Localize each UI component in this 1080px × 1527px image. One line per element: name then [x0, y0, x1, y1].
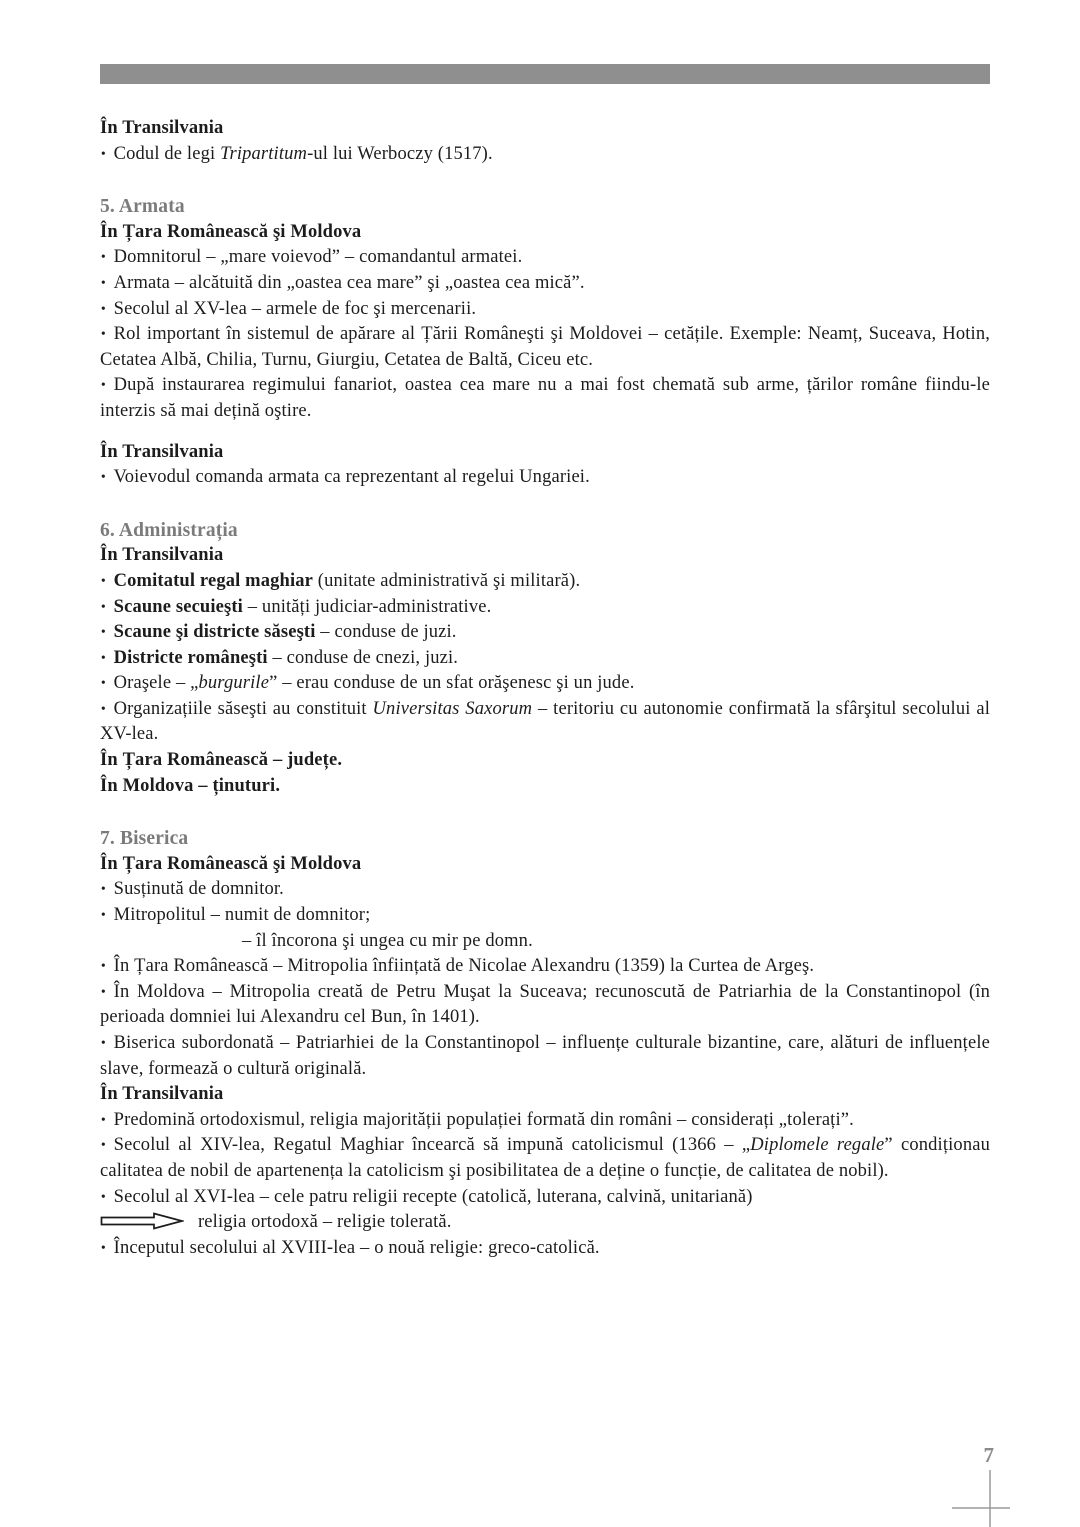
text-line [100, 1108, 990, 1134]
text-segment: Începutul secolului al XVIII-lea – o nouă religie: greco-catolică. [113, 1237, 600, 1258]
text-segment: Organizațiile săseşti au constituit [113, 698, 373, 719]
text-segment: Predomină ortodoxismul, religia majorității populației formată din români – considerați „tolerați”. [113, 1109, 854, 1130]
bullet-marker: • [100, 675, 106, 691]
text-line [100, 774, 990, 800]
bullet-marker: • [100, 958, 106, 974]
text-segment: 6. Administrația [100, 519, 238, 541]
text-segment: Secolul al XVI-lea – cele patru religii recepte (catolică, luterana, calvină, unitariană) [113, 1186, 753, 1207]
text-segment: În Transilvania [100, 441, 224, 462]
text-segment: După instaurarea regimului fanariot, oastea cea mare nu a mai fost chemată sub arme, țărilor române fiindu-le interzis să mai dețină oştire. [100, 375, 990, 421]
bullet-marker: • [100, 275, 106, 291]
text-line [100, 595, 990, 621]
bullet-marker: • [100, 984, 106, 1000]
text-segment: Scaune şi districte săseşti [113, 622, 316, 643]
section-heading [100, 518, 990, 544]
text-line [100, 297, 990, 323]
text-line [100, 1236, 990, 1262]
text-line [100, 620, 990, 646]
arrow-right-icon [100, 1212, 184, 1230]
bullet-marker: • [100, 250, 106, 266]
text-line [100, 980, 990, 1031]
text-line [100, 245, 990, 271]
document-body [100, 116, 990, 1261]
bullet-marker: • [100, 701, 106, 717]
text-segment: Domnitorul – „mare voievod” – comandantul armatei. [113, 247, 523, 268]
text-segment: Tripartitum [220, 143, 308, 164]
text-segment: religia ortodoxă – religie tolerată. [198, 1212, 452, 1233]
text-segment: – teritoriu cu autonomie confirmată la sfârşitul secolului al XV-lea. [100, 698, 991, 745]
text-segment: În Moldova – Mitropolia creată de Petru Muşat la Suceava; recunoscută de Patriarhia de la Constantinopol (în perioada domniei lui Alexandru cel Bun, în 1401). [100, 981, 990, 1028]
text-line [100, 1185, 990, 1211]
text-line [100, 569, 990, 595]
text-segment: Voievodul comanda armata ca reprezentant al regelui Ungariei. [113, 467, 590, 488]
text-segment: În Transilvania [100, 545, 224, 566]
bullet-marker: • [100, 624, 106, 640]
text-segment: Districte româneşti [113, 647, 268, 668]
text-segment: 7. Biserica [100, 828, 189, 850]
text-segment: Universitas Saxorum [372, 698, 533, 719]
text-line [100, 142, 990, 168]
text-segment: Codul de legi [113, 143, 221, 164]
text-segment: Rol important în sistemul de apărare al Țării Româneşti şi Moldovei – cetățile. Exemple: Neamț, Suceava, Hotin, Cetatea Albă, Chilia, Turnu, Giurgiu, Cetatea de Baltă, Ciceu etc. [100, 324, 990, 370]
text-segment: Oraşele – „ [113, 673, 199, 694]
text-line [100, 877, 990, 903]
bullet-marker: • [100, 146, 106, 162]
text-segment: Biserica subordonată – Patriarhiei de la Constantinopol – influențe culturale bizantine, care, alături de influențele slave, formează o cultură originală. [100, 1033, 990, 1079]
crop-mark-icon [952, 1470, 1010, 1527]
text-segment: 5. Armata [100, 196, 185, 218]
text-line [100, 1133, 990, 1184]
text-line [100, 543, 990, 569]
bullet-marker: • [100, 1189, 106, 1205]
bullet-marker: • [100, 599, 106, 615]
text-line [100, 671, 990, 697]
bullet-marker: • [100, 573, 106, 589]
text-segment: În Țara Românească şi Moldova [100, 853, 362, 874]
text-segment: În Țara Românească – Mitropolia înființată de Nicolae Alexandru (1359) la Curtea de Argeş. [113, 956, 815, 977]
text-line [100, 373, 990, 424]
text-line [100, 440, 990, 466]
text-segment: Comitatul regal maghiar [113, 570, 314, 591]
text-segment: – conduse de juzi. [315, 622, 457, 643]
bullet-marker: • [100, 1035, 106, 1051]
text-segment: În Țara Românească şi Moldova [100, 221, 362, 242]
bullet-marker: • [100, 301, 106, 317]
text-segment: În Transilvania [100, 118, 224, 138]
section-heading [100, 826, 990, 852]
text-segment: – îl încorona şi ungea cu mir pe domn. [242, 930, 533, 951]
text-segment: Scaune secuieşti [113, 596, 243, 617]
text-line [100, 220, 990, 246]
text-line [100, 748, 990, 774]
text-line [100, 1210, 990, 1236]
text-line [100, 697, 990, 748]
header-bar [100, 64, 990, 84]
text-segment: Susținută de domnitor. [113, 879, 284, 900]
text-segment: Diplomele regale [750, 1135, 885, 1156]
text-segment: -ul lui Werboczy (1517). [307, 143, 493, 164]
text-line [100, 646, 990, 672]
text-line [100, 465, 990, 491]
text-segment: Armata – alcătuită din „oastea cea mare” şi „oastea cea mică”. [113, 272, 585, 293]
bullet-marker: • [100, 650, 106, 666]
text-segment: În Moldova – ținuturi. [100, 775, 281, 796]
text-line [100, 271, 990, 297]
text-segment: (unitate administrativă şi militară). [313, 570, 581, 591]
bullet-marker: • [100, 882, 106, 898]
text-segment: În Transilvania [100, 1084, 224, 1105]
bullet-marker: • [100, 326, 106, 342]
text-segment: – unități judiciar-administrative. [242, 596, 492, 617]
text-line [100, 929, 990, 955]
bullet-marker: • [100, 378, 106, 394]
page-number: 7 [983, 1443, 994, 1467]
text-segment: ” condiționau calitatea de nobil de apartenența la catolicism şi posibilitatea de a deține o funcție, de calitatea de nobil). [100, 1135, 990, 1181]
text-line [100, 852, 990, 878]
section-heading [100, 194, 990, 220]
text-line [100, 116, 990, 142]
text-segment: ” – erau conduse de un sfat orăşenesc şi un jude. [269, 673, 635, 694]
text-segment: În Țara Românească – județe. [100, 750, 343, 771]
text-line [100, 1082, 990, 1108]
text-segment: Secolul al XV-lea – armele de foc şi mercenarii. [113, 298, 477, 319]
text-line [100, 954, 990, 980]
bullet-marker: • [100, 907, 106, 923]
text-segment: burgurile [198, 673, 270, 694]
bullet-marker: • [100, 469, 106, 485]
bullet-marker: • [100, 1138, 106, 1154]
text-segment: Mitropolitul – numit de domnitor; [113, 905, 371, 926]
text-line [100, 1031, 990, 1082]
text-segment: Secolul al XIV-lea, Regatul Maghiar încearcă să impună catolicismul (1366 – „ [113, 1135, 751, 1156]
bullet-marker: • [100, 1240, 106, 1256]
bullet-marker: • [100, 1112, 106, 1128]
text-line [100, 903, 990, 929]
text-segment: – conduse de cnezi, juzi. [267, 647, 459, 668]
text-line [100, 322, 990, 373]
